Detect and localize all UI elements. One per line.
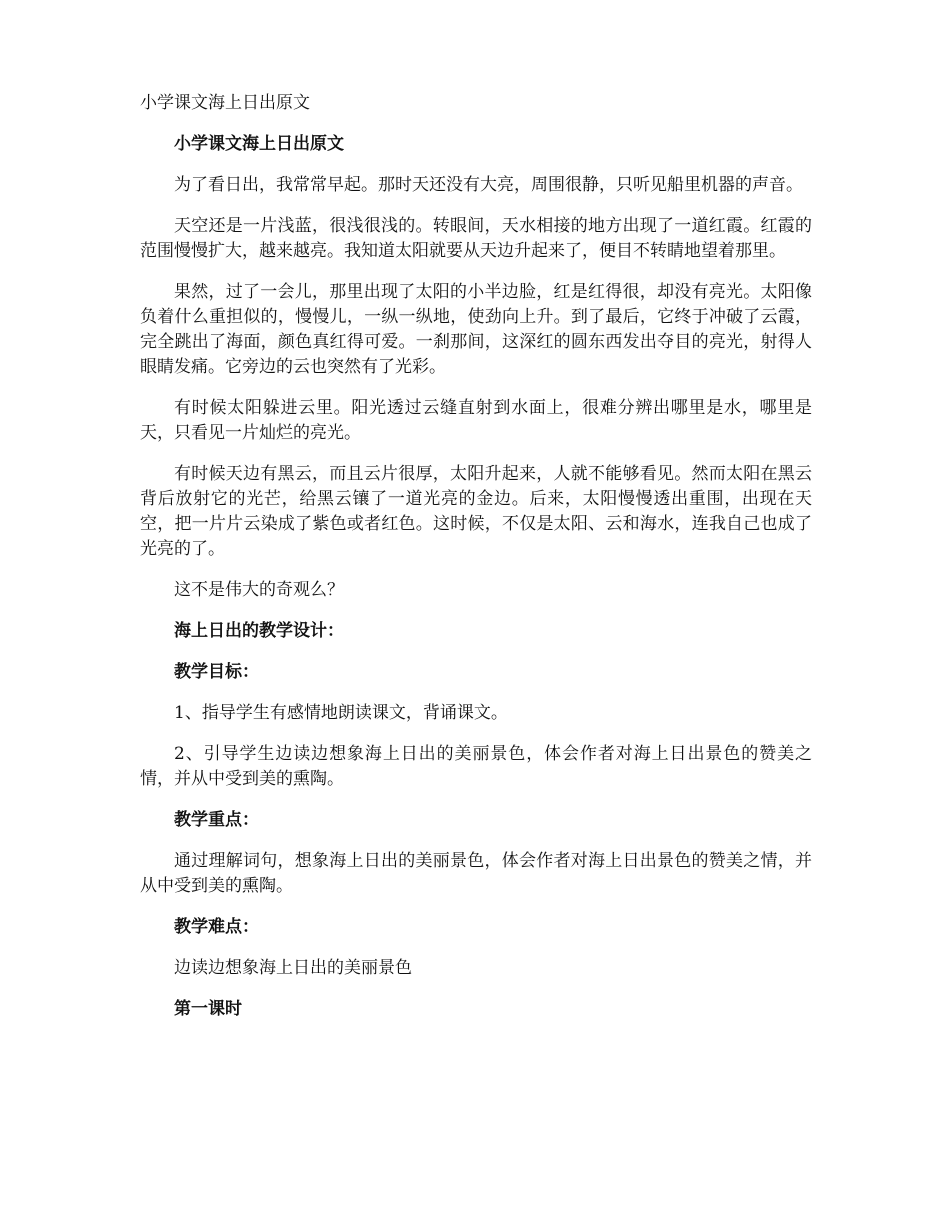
- section-heading-teaching-goals: 教学目标：: [174, 662, 259, 682]
- paragraph: 这不是伟大的奇观么？: [174, 580, 344, 600]
- paragraph: 有时候天边有黑云，而且云片很厚，太阳升起来，人就不能够看见。然而太阳在黑云背后放射它的光芒，给黑云镶了一道光亮的金边。后来，太阳慢慢透出重围，出现在天空，把一片片云染成了紫色或者红色。这时候，不仅是太阳、云和海水，连我自己也成了光亮的了。: [140, 464, 812, 559]
- document-header: 小学课文海上日出原文: [140, 93, 310, 113]
- paragraph: 通过理解词句，想象海上日出的美丽景色，体会作者对海上日出景色的赞美之情，并从中受到美的熏陶。: [140, 851, 812, 896]
- paragraph: 有时候太阳躲进云里。阳光透过云缝直射到水面上，很难分辨出哪里是水，哪里是天，只看见一片灿烂的亮光。: [140, 398, 812, 443]
- paragraph: 为了看日出，我常常早起。那时天还没有大亮，周围很静，只听见船里机器的声音。: [174, 175, 803, 195]
- goal-item: 1、指导学生有感情地朗读课文，背诵课文。: [174, 703, 508, 723]
- section-heading-key-points: 教学重点：: [174, 810, 259, 830]
- section-heading-difficulties: 教学难点：: [174, 917, 259, 937]
- paragraph: 边读边想象海上日出的美丽景色: [174, 958, 412, 978]
- paragraph: 果然，过了一会儿，那里出现了太阳的小半边脸，红是红得很，却没有亮光。太阳像负着什么重担似的，慢慢儿，一纵一纵地，使劲向上升。到了最后，它终于冲破了云霞，完全跳出了海面，颜色真红得可爱。一刹那间，这深红的圆东西发出夺目的亮光，射得人眼睛发痛。它旁边的云也突然有了光彩。: [140, 282, 812, 377]
- section-heading-first-lesson: 第一课时: [174, 999, 242, 1019]
- section-heading-teaching-design: 海上日出的教学设计：: [174, 621, 344, 641]
- document-content: [140, 91, 812, 1038]
- document-title: 小学课文海上日出原文: [174, 134, 344, 154]
- goal-item: 2、引导学生边读边想象海上日出的美丽景色，体会作者对海上日出景色的赞美之情，并从中受到美的熏陶。: [140, 744, 812, 789]
- paragraph: 天空还是一片浅蓝，很浅很浅的。转眼间，天水相接的地方出现了一道红霞。红霞的范围慢慢扩大，越来越亮。我知道太阳就要从天边升起来了，便目不转睛地望着那里。: [140, 216, 812, 261]
